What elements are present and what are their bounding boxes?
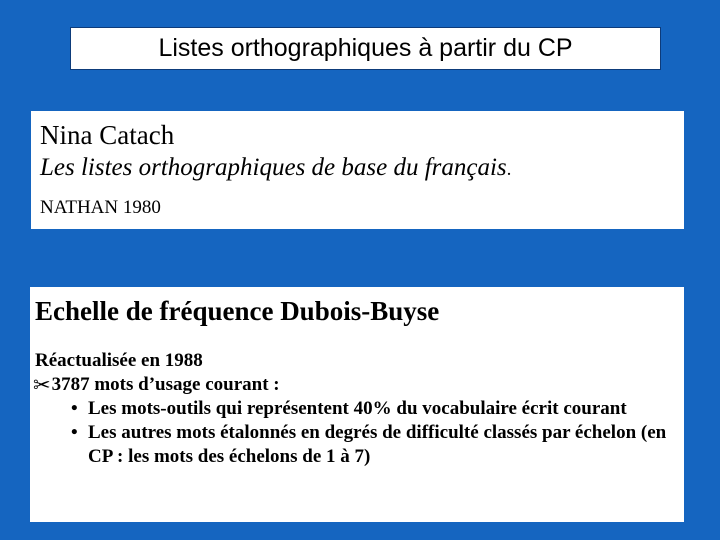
scale-words-line <box>35 373 684 397</box>
bullet-text: Les autres mots étalonnés en degrés de difficulté classés par échelon (en CP : les mots des échelons de 1 à 7) <box>88 422 667 467</box>
list-item <box>71 397 684 421</box>
list-item <box>71 421 684 469</box>
bullet-text: Les mots-outils qui représentent 40% du vocabulaire écrit courant <box>88 398 627 419</box>
scale-words: 3787 mots d’usage courant : <box>51 374 280 395</box>
reference-panel <box>31 111 684 229</box>
bullet-icon: • <box>71 398 78 419</box>
scale-updated: Réactualisée en 1988 <box>35 350 203 371</box>
bullet-icon: • <box>71 422 78 443</box>
scale-bullet-list <box>35 397 684 469</box>
reference-work-title: Les listes orthographiques de base du français <box>40 154 507 181</box>
frequency-scale-panel <box>30 287 684 522</box>
reference-publisher: NATHAN 1980 <box>40 197 161 218</box>
slide-title-box <box>70 27 661 70</box>
scale-heading: Echelle de fréquence Dubois-Buyse <box>35 296 440 326</box>
slide-title: Listes orthographiques à partir du CP <box>158 34 573 62</box>
reference-author: Nina Catach <box>40 120 175 150</box>
reference-work <box>40 153 684 185</box>
scissors-icon: ✂ <box>33 373 51 397</box>
reference-work-suffix: . <box>506 159 512 180</box>
